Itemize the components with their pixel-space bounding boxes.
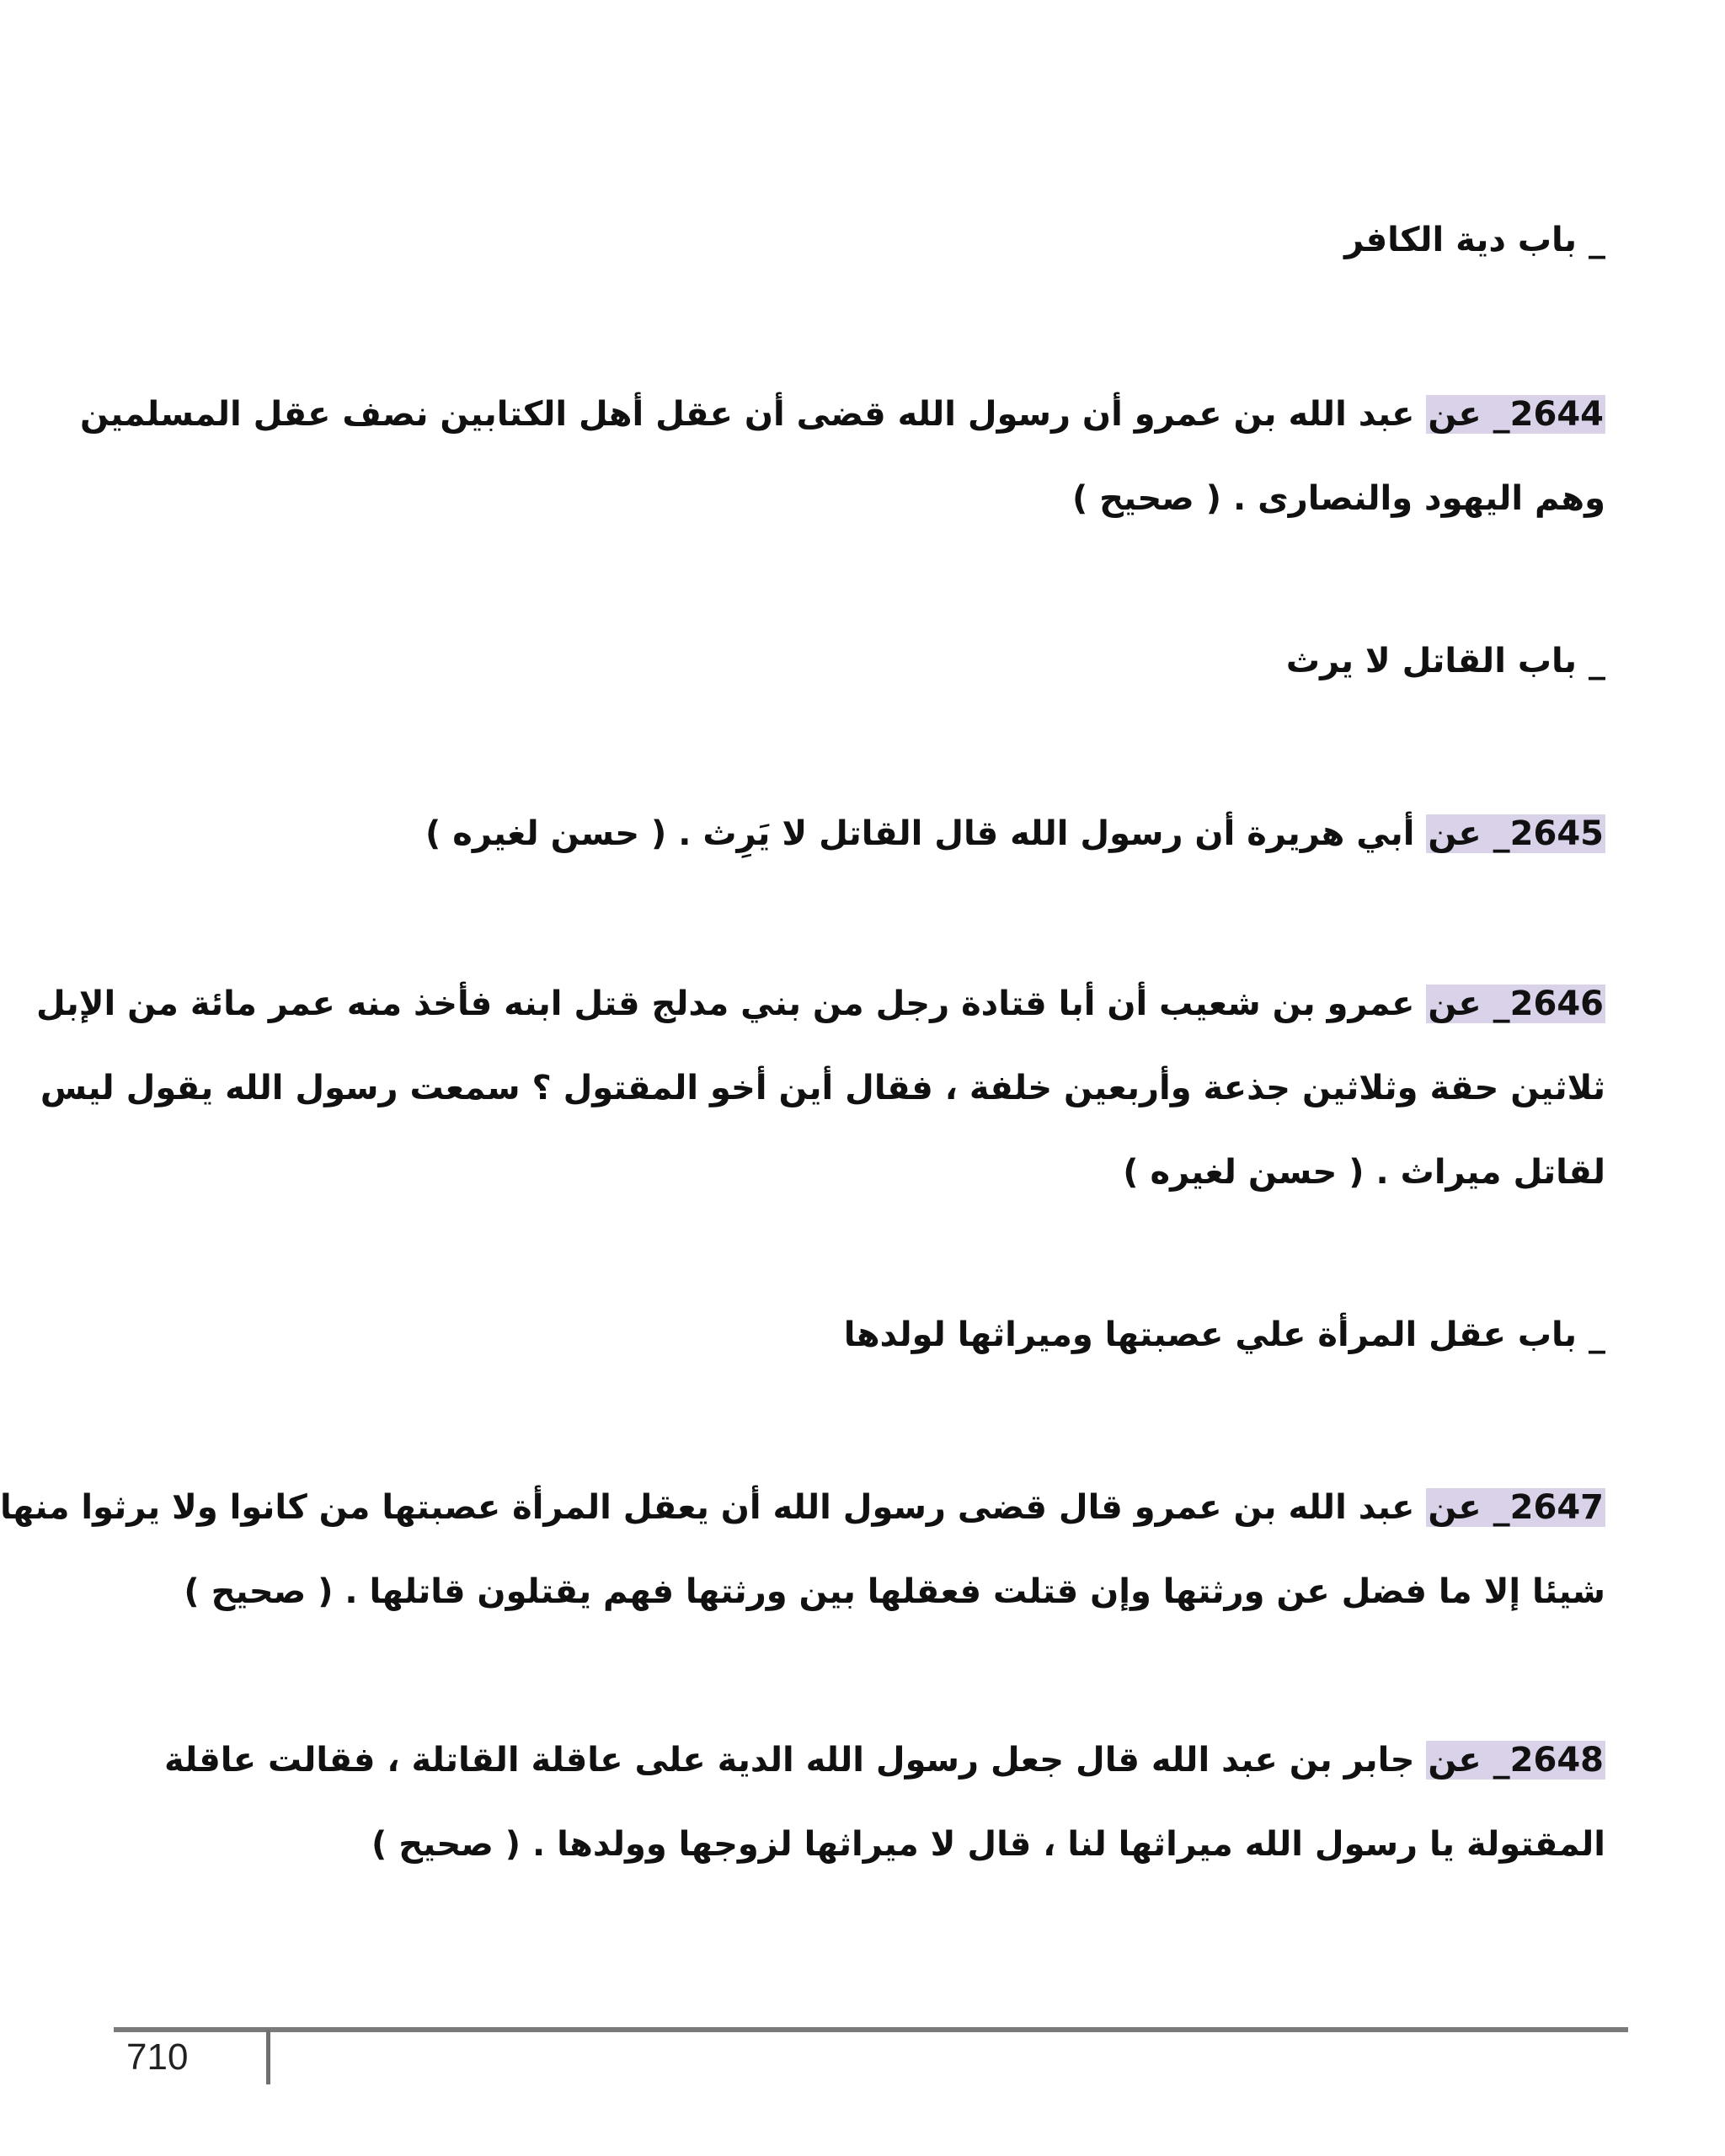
hadith-lead: عن [1428,1488,1482,1527]
hadith-number-highlight [1426,1488,1605,1527]
hadith-line: وهم اليهود والنصارى . ( صحيح ) [1071,479,1605,518]
hadith-number: 2644_ [1493,395,1604,434]
hadith-lead: عن [1428,395,1482,434]
hadith-number-highlight [1426,395,1605,434]
hadith-number: 2648_ [1493,1741,1604,1780]
hadith-line [80,372,1605,456]
hadith-number-highlight [1426,814,1605,853]
section-heading: _ باب القاتل لا يرث [1285,642,1605,680]
hadith-number-highlight [1426,985,1605,1023]
hadith-line [164,1718,1605,1802]
hadith-number-highlight [1426,1741,1605,1780]
hadith-lead: عن [1428,814,1482,853]
hadith-text: جابر بن عبد الله قال جعل رسول الله الدية على عاقلة القاتلة ، فقالت عاقلة [163,1741,1415,1780]
section-heading: _ باب دية الكافر [1344,221,1605,259]
hadith-text: عمرو بن شعيب أن أبا قتادة رجل من بني مدلج قتل ابنه فأخذ منه عمر مائة من الإبل [36,985,1415,1023]
hadith-number: 2645_ [1493,814,1604,853]
hadith-2645 [425,792,1605,876]
hadith-2648 [164,1718,1605,1886]
hadith-line: المقتولة يا رسول الله ميراثها لنا ، قال لا ميراثها لزوجها وولدها . ( صحيح ) [371,1825,1605,1864]
hadith-2644 [80,372,1605,541]
footer-divider [266,2030,270,2084]
hadith-line [425,792,1605,876]
hadith-line: شيئا إلا ما فضل عن ورثتها وإن قتلت فعقلها بين ورثتها فهم يقتلون قاتلها . ( صحيح ) [184,1572,1605,1611]
hadith-lead: عن [1428,985,1482,1023]
hadith-number: 2647_ [1493,1488,1604,1527]
hadith-2647 [0,1465,1605,1634]
hadith-text: أبي هريرة أن رسول الله قال القاتل لا يَرِث . ( حسن لغيره ) [425,814,1415,853]
hadith-2646 [36,962,1605,1214]
section-heading: _ باب عقل المرأة علي عصبتها وميراثها لولدها [843,1315,1605,1354]
page-number: 710 [126,2036,189,2078]
hadith-line: لقاتل ميراث . ( حسن لغيره ) [1123,1153,1605,1192]
hadith-text: عبد الله بن عمرو قال قضى رسول الله أن يعقل المرأة عصبتها من كانوا ولا يرثوا منها [0,1488,1415,1527]
hadith-line: ثلاثين حقة وثلاثين جذعة وأربعين خلفة ، فقال أين أخو المقتول ؟ سمعت رسول الله يقول ليس [40,1069,1605,1107]
hadith-text: عبد الله بن عمرو أن رسول الله قضى أن عقل أهل الكتابين نصف عقل المسلمين [80,395,1415,434]
hadith-line [36,962,1605,1046]
hadith-lead: عن [1428,1741,1482,1780]
footer-rule [114,2027,1628,2032]
hadith-line [0,1465,1605,1550]
hadith-number: 2646_ [1493,985,1604,1023]
